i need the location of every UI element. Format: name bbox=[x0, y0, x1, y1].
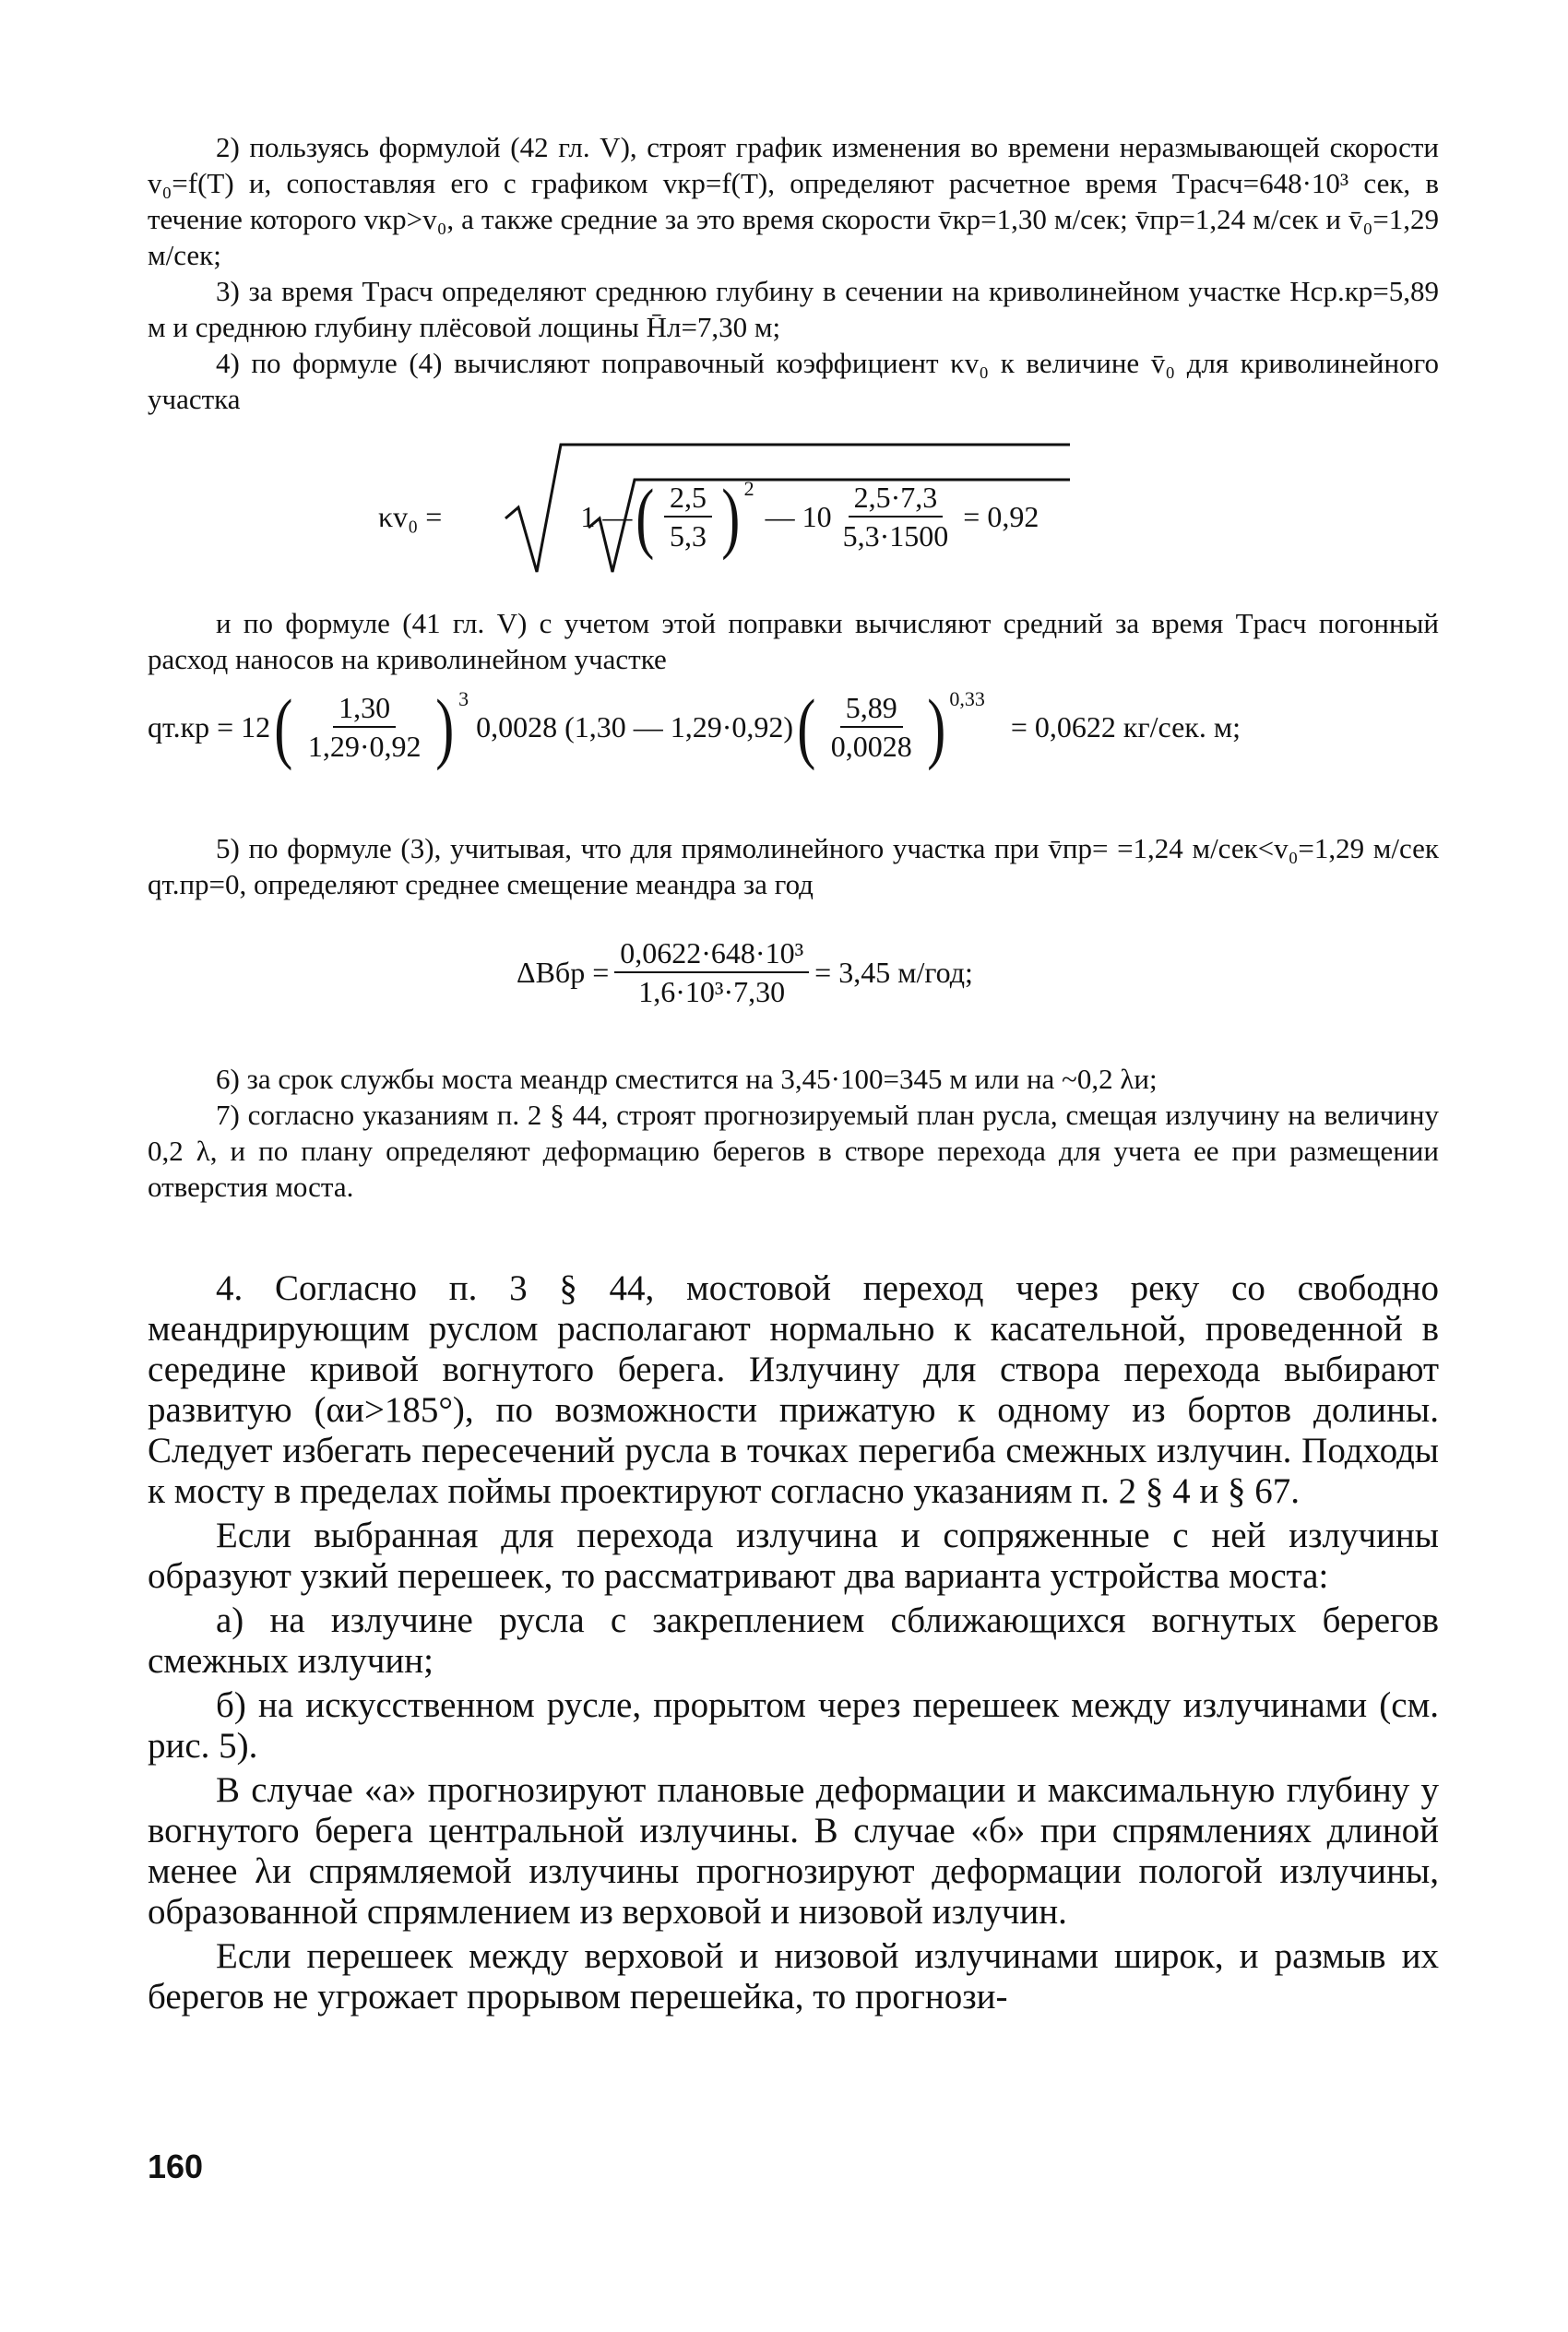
body-paragraph: а) на излучине русла с закреплением сближающихся вогнутых берегов смежных излучин; bbox=[148, 1600, 1439, 1681]
mid-paragraph: и по формуле (41 гл. V) с учетом этой поправки вычисляют средний за время Tрасч погонный расход наносов на криволинейном участке bbox=[148, 607, 1439, 675]
body-paragraph: В случае «а» прогнозируют плановые деформации и максимальную глубину у вогнутого берега центральной излучины. В случае «б» при спрямлениях длиной менее λи спрямляемой излучины прогнозируют деформации пологой излучины, образованной спрямлением из верховой и низовой излучин. bbox=[148, 1770, 1439, 1932]
kappa-result: = 0,92 bbox=[963, 499, 1039, 533]
step-5-block bbox=[148, 830, 1439, 902]
kappa-one-minus: 1 — bbox=[580, 499, 633, 533]
step-6-paragraph: 6) за срок службы моста меандр сместится на 3,45·100=345 м или на ~0,2 λи; bbox=[216, 1063, 1158, 1095]
q-lhs: qт.кр = 12 bbox=[148, 709, 271, 744]
delta-b-fraction: $\frac{\text{0,0622·648·10³}}{\text{1,6·10³·7,30}}$ bbox=[614, 936, 809, 1008]
steps-2-to-4 bbox=[148, 129, 1439, 417]
main-body-text bbox=[148, 1268, 1439, 2017]
body-paragraph: б) на искусственном русле, прорытом через перешеек между излучинами (см. рис. 5). bbox=[148, 1685, 1439, 1766]
body-paragraph: 4. Согласно п. 3 § 44, мостовой переход через реку со свободно меандрирующим руслом располагают нормально к касательной, проведенной в середине кривой вогнутого берега. Излучину для створа перехода выбирают развитую (αи>185°), по возможности прижатую к одному из бортов долины. Следует избегать пересечений русла в точках перегиба смежных излучин. Подходы к мосту в пределах поймы проектируют согласно указаниям п. 2 § 4 и § 67. bbox=[148, 1268, 1439, 1511]
body-paragraph: Если перешеек между верховой и низовой излучинами широк, и размыв их берегов не угрожает прорывом перешейка, то прогнози- bbox=[148, 1936, 1439, 2017]
step-4-paragraph: 4) по формуле (4) вычисляют поправочный коэффициент κv₀ к величине v̄₀ для криволинейного участка bbox=[148, 347, 1439, 415]
delta-b-result: = 3,45 м/год; bbox=[814, 955, 973, 989]
step-3-paragraph: 3) за время Tрасч определяют среднюю глубину в сечении на криволинейном участке Hср.кр=5,89 м и среднюю глубину плёсовой лощины H̄л=7,30 м; bbox=[148, 275, 1439, 343]
step-2-paragraph: 2) пользуясь формулой (42 гл. V), строят график изменения во времени неразмывающей скорости v₀=f(T) и, сопоставляя его с графиком vкр=f(T), определяют расчетное время Tрасч=648·10³ сек, в течение которого vкр>v₀, а также средние за это время скорости v̄кр=1,30 м/сек; v̄пр=1,24 м/сек и v̄₀=1,29 м/сек; bbox=[148, 131, 1439, 271]
delta-b-lhs: ΔBбр = bbox=[517, 955, 610, 989]
meander-shift-formula bbox=[517, 936, 973, 1008]
q-fraction-b: $\frac{5,89}{0,0028}$ bbox=[830, 691, 912, 763]
mid-paragraph-block bbox=[148, 605, 1439, 677]
sediment-discharge-formula: qт.кр = 12 ( $\frac{1,30}{1,29\cdot 0,92}$ ) $^3$ 0,0028 (1,30 — 1,29·0,92) ( $\frac{5,89}{0,0028}$ ) $^{0,33}$ = 0,0622 кг/сек. м; bbox=[148, 683, 1241, 771]
kappa-fraction-b: $\frac{2,5\cdot 7,3}{5,3\cdot 1500}$ bbox=[842, 481, 949, 553]
q-result: = 0,0622 кг/сек. м; bbox=[1010, 709, 1241, 744]
kappa-fraction-a: $\frac{2,5}{5,3}$ bbox=[664, 481, 712, 553]
q-fraction-a: $\frac{1,30}{1,29\cdot 0,92}$ bbox=[307, 691, 422, 763]
step-5-paragraph: 5) по формуле (3), учитывая, что для прямолинейного участка при v̄пр= =1,24 м/сек<v₀=1,29 м/сек qт.пр=0, определяют среднее смещение меандра за год bbox=[148, 832, 1439, 900]
step-7-paragraph: 7) согласно указаниям п. 2 § 44, строят прогнозируемый план русла, смещая излучину на величину 0,2 λ, и по плану определяют деформацию берегов в створе перехода для учета ее при размещении отверстия моста. bbox=[148, 1099, 1439, 1203]
kappa-lhs: κv₀ = bbox=[378, 499, 443, 533]
steps-6-7 bbox=[148, 1061, 1439, 1205]
page-number: 160 bbox=[148, 2148, 204, 2185]
body-paragraph: Если выбранная для перехода излучина и сопряженные с ней излучины образуют узкий перешеек, то рассматривают два варианта устройства моста: bbox=[148, 1516, 1439, 1596]
kappa-formula: κv₀ = 1 — ( $\frac{2,5}{5,3}$ ) $^2$ — 10 $\frac{2,5\cdot 7,3}{5,3\cdot 1500}$ = 0,92 bbox=[378, 472, 1039, 561]
